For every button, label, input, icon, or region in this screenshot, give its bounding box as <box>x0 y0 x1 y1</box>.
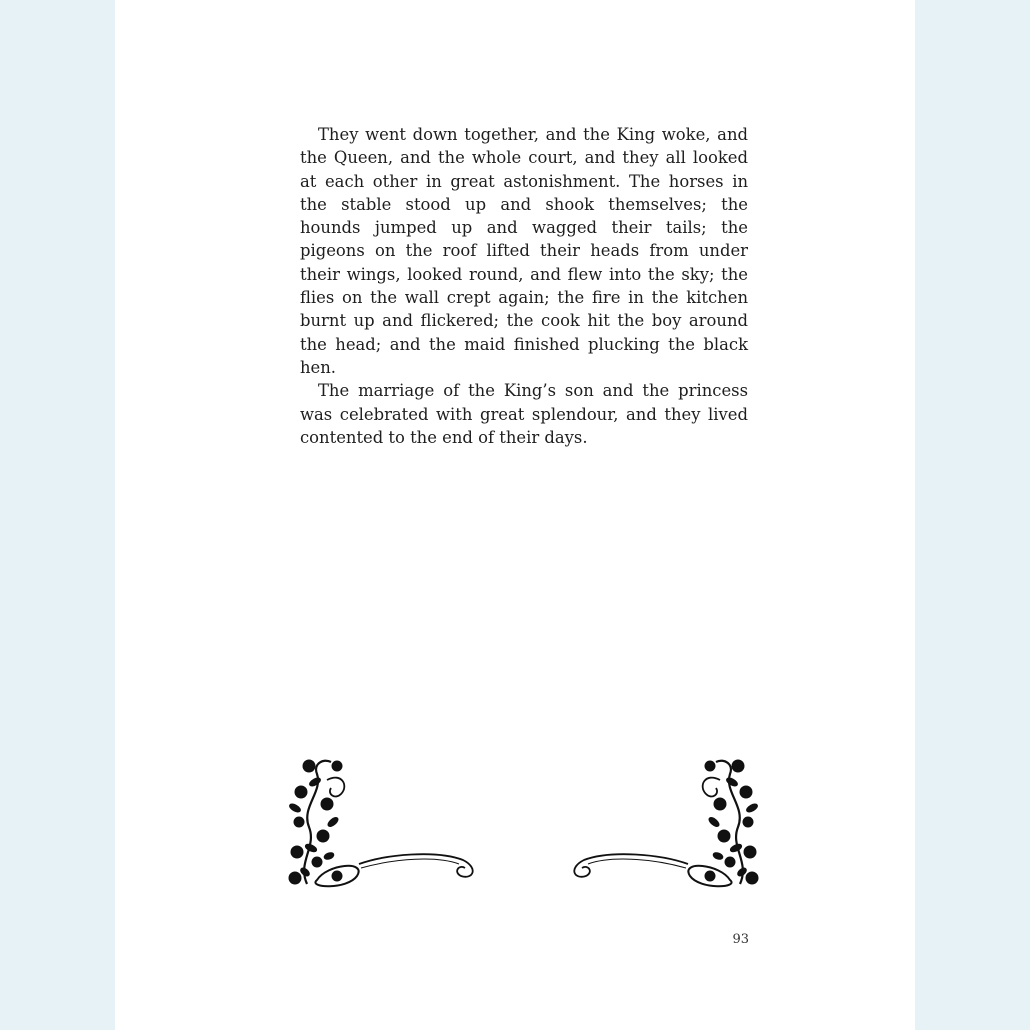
paragraph-1: They went down together, and the King woke, and the Queen, and the whole court, and they all looked at each other in great astonishment. The horses in the stable stood up and shook themselves; the hounds jumped up and wagged their tails; the pigeons on the roof lifted their heads from under their wings, looked round, and flew into the sky; the flies on the wall crept again; the fire in the kitchen burnt up and flickered; the cook hit the boy around the head; and the maid finished plucking the black hen. <box>300 125 748 377</box>
book-page <box>115 0 915 1030</box>
page-number: 93 <box>732 932 749 947</box>
paragraph-2: The marriage of the King’s son and the princess was celebrated with great splendour, and they lived contented to the end of their days. <box>300 381 748 447</box>
floral-ornament-right-icon <box>570 752 760 892</box>
body-text <box>300 123 748 449</box>
floral-ornament-left-icon <box>287 752 477 892</box>
